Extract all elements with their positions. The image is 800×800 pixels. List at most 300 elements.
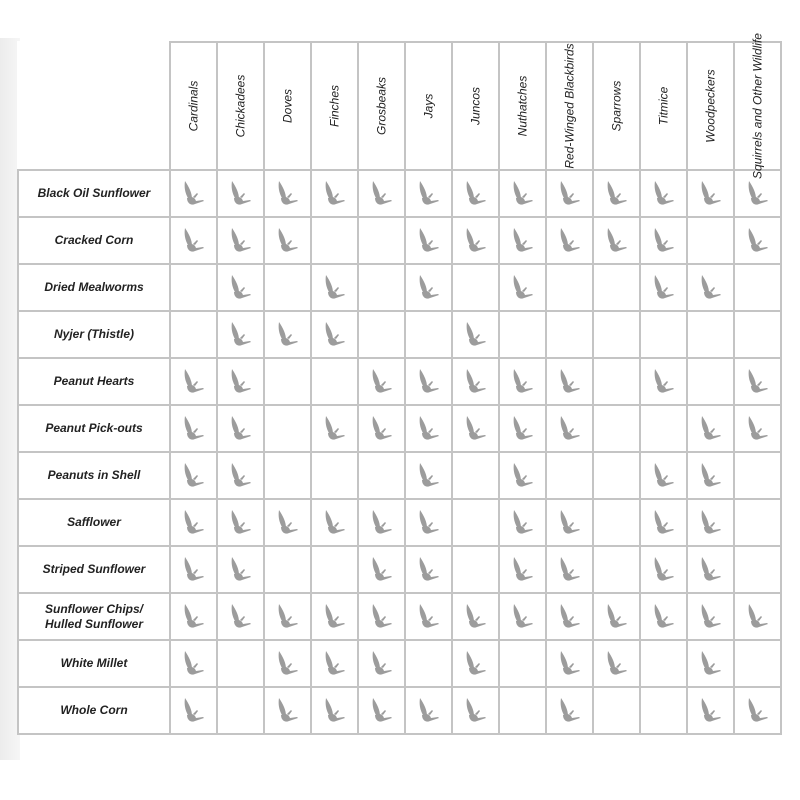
column-header — [734, 33, 781, 179]
cell-marked — [546, 546, 593, 593]
row-header — [18, 687, 170, 734]
bird-icon — [416, 461, 442, 491]
column-header-label: Jays — [421, 93, 435, 119]
bird-icon — [463, 179, 489, 209]
cell-empty — [593, 546, 640, 593]
cell-empty — [358, 452, 405, 499]
row-header — [18, 170, 170, 217]
bird-food-chart-table — [17, 33, 782, 735]
bird-icon — [416, 273, 442, 303]
cell-empty — [546, 452, 593, 499]
row-header — [18, 358, 170, 405]
cell-empty — [734, 546, 781, 593]
row-header — [18, 217, 170, 264]
bird-icon — [463, 367, 489, 397]
table-row — [18, 452, 781, 499]
bird-icon — [416, 508, 442, 538]
cell-marked — [687, 264, 734, 311]
bird-icon — [698, 555, 724, 585]
column-header — [593, 42, 640, 170]
cell-empty — [546, 311, 593, 358]
bird-icon — [369, 414, 395, 444]
bird-icon — [651, 508, 677, 538]
cell-empty — [405, 311, 452, 358]
bird-icon — [698, 649, 724, 679]
cell-marked — [358, 499, 405, 546]
cell-marked — [593, 593, 640, 640]
row-header — [18, 311, 170, 358]
bird-icon — [369, 367, 395, 397]
column-header — [452, 42, 499, 170]
bird-icon — [275, 320, 301, 350]
cell-marked — [358, 640, 405, 687]
bird-icon — [557, 555, 583, 585]
bird-icon — [275, 508, 301, 538]
cell-empty — [593, 358, 640, 405]
cell-marked — [311, 170, 358, 217]
cell-empty — [452, 499, 499, 546]
bird-icon — [369, 649, 395, 679]
cell-empty — [546, 264, 593, 311]
cell-empty — [687, 217, 734, 264]
cell-marked — [687, 593, 734, 640]
column-header-label: Squirrels and Other Wildlife — [750, 33, 764, 179]
cell-marked — [358, 593, 405, 640]
bird-icon — [228, 367, 254, 397]
bird-icon — [275, 696, 301, 726]
cell-marked — [217, 217, 264, 264]
bird-icon — [369, 508, 395, 538]
cell-marked — [405, 499, 452, 546]
bird-icon — [416, 179, 442, 209]
cell-marked — [546, 593, 593, 640]
table-row — [18, 217, 781, 264]
column-header-label: Red-Winged Blackbirds — [562, 43, 576, 169]
cell-marked — [499, 170, 546, 217]
corner-cell — [18, 42, 170, 170]
bird-icon — [651, 461, 677, 491]
row-header — [18, 452, 170, 499]
cell-empty — [170, 311, 217, 358]
bird-icon — [604, 226, 630, 256]
table-row — [18, 311, 781, 358]
bird-icon — [651, 367, 677, 397]
cell-empty — [734, 499, 781, 546]
cell-marked — [687, 687, 734, 734]
cell-marked — [170, 217, 217, 264]
cell-marked — [264, 170, 311, 217]
table-row — [18, 405, 781, 452]
table-row — [18, 358, 781, 405]
cell-marked — [170, 358, 217, 405]
bird-icon — [369, 602, 395, 632]
table-row — [18, 687, 781, 734]
table-body — [18, 170, 781, 734]
bird-icon — [698, 414, 724, 444]
cell-marked — [452, 311, 499, 358]
cell-marked — [640, 264, 687, 311]
bird-icon — [181, 226, 207, 256]
cell-empty — [217, 640, 264, 687]
bird-icon — [181, 414, 207, 444]
column-header — [640, 42, 687, 170]
bird-icon — [181, 179, 207, 209]
bird-icon — [275, 602, 301, 632]
cell-marked — [546, 405, 593, 452]
bird-icon — [369, 696, 395, 726]
bird-icon — [604, 602, 630, 632]
table-row — [18, 264, 781, 311]
bird-icon — [322, 602, 348, 632]
cell-marked — [405, 452, 452, 499]
cell-marked — [452, 640, 499, 687]
cell-marked — [405, 217, 452, 264]
bird-icon — [510, 367, 536, 397]
cell-empty — [640, 687, 687, 734]
bird-icon — [416, 226, 442, 256]
cell-marked — [546, 499, 593, 546]
cell-marked — [311, 499, 358, 546]
bird-icon — [228, 508, 254, 538]
cell-marked — [405, 546, 452, 593]
cell-marked — [358, 546, 405, 593]
bird-icon — [322, 179, 348, 209]
column-header-row — [18, 42, 781, 170]
cell-marked — [217, 405, 264, 452]
bird-icon — [463, 320, 489, 350]
cell-marked — [687, 499, 734, 546]
bird-icon — [745, 414, 771, 444]
cell-marked — [546, 687, 593, 734]
bird-icon — [510, 555, 536, 585]
row-header-label: Whole Corn — [60, 703, 128, 717]
column-header — [217, 42, 264, 170]
cell-marked — [405, 687, 452, 734]
bird-icon — [228, 179, 254, 209]
bird-icon — [698, 461, 724, 491]
column-header-label: Doves — [280, 88, 294, 124]
cell-marked — [734, 358, 781, 405]
column-header-label: Juncos — [468, 86, 482, 126]
cell-marked — [546, 170, 593, 217]
bird-icon — [416, 367, 442, 397]
table-row — [18, 593, 781, 640]
bird-icon — [698, 179, 724, 209]
bird-icon — [322, 649, 348, 679]
bird-icon — [604, 179, 630, 209]
cell-marked — [546, 358, 593, 405]
cell-marked — [358, 687, 405, 734]
bird-icon — [322, 508, 348, 538]
cell-empty — [734, 452, 781, 499]
row-header-label: Black Oil Sunflower — [37, 186, 151, 200]
bird-icon — [228, 320, 254, 350]
cell-empty — [734, 311, 781, 358]
bird-icon — [181, 461, 207, 491]
cell-empty — [593, 264, 640, 311]
table-row — [18, 640, 781, 687]
column-header-label: Titmice — [656, 86, 670, 126]
bird-icon — [698, 696, 724, 726]
bird-icon — [745, 226, 771, 256]
cell-marked — [593, 170, 640, 217]
cell-empty — [734, 640, 781, 687]
cell-empty — [593, 452, 640, 499]
cell-marked — [358, 358, 405, 405]
cell-marked — [546, 217, 593, 264]
cell-marked — [217, 170, 264, 217]
bird-icon — [369, 555, 395, 585]
cell-marked — [170, 499, 217, 546]
bird-icon — [651, 555, 677, 585]
bird-icon — [698, 602, 724, 632]
cell-marked — [264, 217, 311, 264]
column-header — [546, 42, 593, 170]
cell-marked — [217, 499, 264, 546]
cell-marked — [311, 593, 358, 640]
bird-icon — [557, 602, 583, 632]
bird-icon — [275, 226, 301, 256]
cell-marked — [217, 358, 264, 405]
cell-marked — [170, 593, 217, 640]
cell-marked — [217, 593, 264, 640]
cell-empty — [452, 452, 499, 499]
column-header — [311, 42, 358, 170]
cell-empty — [593, 311, 640, 358]
cell-marked — [499, 264, 546, 311]
cell-marked — [405, 405, 452, 452]
bird-icon — [557, 508, 583, 538]
cell-empty — [687, 311, 734, 358]
cell-marked — [687, 170, 734, 217]
cell-marked — [593, 217, 640, 264]
cell-marked — [452, 358, 499, 405]
cell-marked — [405, 358, 452, 405]
cell-marked — [170, 452, 217, 499]
bird-icon — [228, 273, 254, 303]
cell-empty — [687, 358, 734, 405]
bird-icon — [369, 179, 395, 209]
row-header — [18, 499, 170, 546]
bird-icon — [651, 602, 677, 632]
column-header-label: Woodpeckers — [703, 69, 717, 143]
cell-empty — [217, 687, 264, 734]
row-header-label: Dried Mealworms — [44, 280, 144, 294]
row-header — [18, 593, 170, 640]
bird-icon — [651, 226, 677, 256]
cell-marked — [687, 640, 734, 687]
cell-empty — [593, 687, 640, 734]
bird-icon — [416, 414, 442, 444]
column-header — [358, 42, 405, 170]
bird-icon — [416, 602, 442, 632]
cell-marked — [640, 546, 687, 593]
cell-marked — [687, 405, 734, 452]
cell-empty — [640, 640, 687, 687]
cell-marked — [264, 499, 311, 546]
row-header-label: Nyjer (Thistle) — [53, 327, 134, 341]
cell-marked — [311, 405, 358, 452]
bird-icon — [510, 461, 536, 491]
cell-empty — [452, 546, 499, 593]
cell-marked — [687, 546, 734, 593]
cell-marked — [217, 452, 264, 499]
cell-marked — [734, 687, 781, 734]
cell-empty — [311, 217, 358, 264]
bird-icon — [557, 226, 583, 256]
bird-icon — [463, 649, 489, 679]
cell-marked — [640, 593, 687, 640]
bird-icon — [510, 226, 536, 256]
cell-marked — [499, 217, 546, 264]
cell-marked — [687, 452, 734, 499]
row-header — [18, 546, 170, 593]
cell-marked — [546, 640, 593, 687]
column-header — [687, 42, 734, 170]
cell-marked — [452, 593, 499, 640]
column-header — [499, 42, 546, 170]
cell-empty — [358, 311, 405, 358]
bird-icon — [181, 555, 207, 585]
cell-empty — [264, 452, 311, 499]
cell-marked — [499, 358, 546, 405]
cell-marked — [358, 405, 405, 452]
cell-marked — [640, 499, 687, 546]
bird-icon — [745, 367, 771, 397]
cell-empty — [264, 358, 311, 405]
bird-icon — [745, 179, 771, 209]
cell-empty — [640, 311, 687, 358]
bird-icon — [510, 508, 536, 538]
cell-marked — [311, 640, 358, 687]
cell-marked — [264, 311, 311, 358]
column-header — [405, 42, 452, 170]
cell-marked — [499, 546, 546, 593]
cell-marked — [170, 405, 217, 452]
cell-empty — [311, 452, 358, 499]
bird-icon — [463, 414, 489, 444]
cell-marked — [640, 452, 687, 499]
bird-icon — [228, 414, 254, 444]
cell-marked — [640, 358, 687, 405]
column-header-label: Sparrows — [609, 80, 623, 132]
cell-marked — [311, 264, 358, 311]
cell-marked — [264, 640, 311, 687]
row-header-label: Peanuts in Shell — [47, 468, 141, 482]
bird-icon — [463, 602, 489, 632]
cell-marked — [358, 170, 405, 217]
cell-marked — [217, 264, 264, 311]
bird-icon — [745, 696, 771, 726]
bird-icon — [651, 179, 677, 209]
bird-icon — [181, 696, 207, 726]
cell-empty — [734, 264, 781, 311]
cell-marked — [499, 593, 546, 640]
cell-marked — [640, 170, 687, 217]
cell-empty — [452, 264, 499, 311]
bird-icon — [181, 367, 207, 397]
row-header-label: Peanut Hearts — [53, 374, 135, 388]
row-header — [18, 640, 170, 687]
bird-icon — [322, 696, 348, 726]
bird-icon — [557, 179, 583, 209]
bird-icon — [181, 508, 207, 538]
bird-icon — [416, 555, 442, 585]
cell-marked — [734, 405, 781, 452]
row-header-label: Cracked Corn — [54, 233, 134, 247]
column-header-label: Cardinals — [186, 80, 200, 132]
cell-empty — [311, 546, 358, 593]
cell-empty — [358, 217, 405, 264]
cell-marked — [170, 687, 217, 734]
cell-marked — [264, 687, 311, 734]
cell-marked — [640, 217, 687, 264]
column-header-label: Chickadees — [233, 74, 247, 138]
cell-marked — [593, 640, 640, 687]
bird-icon — [322, 414, 348, 444]
column-header-label: Nuthatches — [515, 75, 529, 137]
bird-icon — [322, 273, 348, 303]
cell-empty — [640, 405, 687, 452]
column-header — [170, 42, 217, 170]
cell-marked — [311, 687, 358, 734]
cell-empty — [593, 405, 640, 452]
bird-icon — [557, 414, 583, 444]
bird-icon — [463, 226, 489, 256]
cell-empty — [499, 311, 546, 358]
bird-icon — [557, 696, 583, 726]
cell-empty — [264, 405, 311, 452]
row-header-label: Striped Sunflower — [42, 562, 146, 576]
bird-icon — [510, 602, 536, 632]
cell-marked — [405, 593, 452, 640]
bird-icon — [651, 273, 677, 303]
bird-icon — [228, 555, 254, 585]
column-header-label: Grosbeaks — [374, 76, 388, 136]
cell-marked — [264, 593, 311, 640]
bird-icon — [275, 649, 301, 679]
cell-marked — [405, 170, 452, 217]
cell-marked — [499, 499, 546, 546]
column-header-label: Finches — [327, 84, 341, 128]
cell-marked — [499, 405, 546, 452]
bird-icon — [181, 602, 207, 632]
cell-empty — [311, 358, 358, 405]
bird-icon — [510, 273, 536, 303]
bird-icon — [228, 461, 254, 491]
bird-icon — [557, 649, 583, 679]
bird-icon — [463, 696, 489, 726]
cell-empty — [593, 499, 640, 546]
bird-icon — [228, 226, 254, 256]
bird-icon — [322, 320, 348, 350]
bird-icon — [510, 179, 536, 209]
cell-marked — [217, 546, 264, 593]
cell-empty — [358, 264, 405, 311]
cell-marked — [217, 311, 264, 358]
bird-icon — [275, 179, 301, 209]
cell-marked — [452, 217, 499, 264]
column-header — [264, 42, 311, 170]
cell-empty — [170, 264, 217, 311]
bird-icon — [698, 273, 724, 303]
cell-marked — [452, 170, 499, 217]
cell-marked — [452, 687, 499, 734]
table-row — [18, 546, 781, 593]
bird-icon — [557, 367, 583, 397]
cell-marked — [170, 640, 217, 687]
bird-icon — [698, 508, 724, 538]
